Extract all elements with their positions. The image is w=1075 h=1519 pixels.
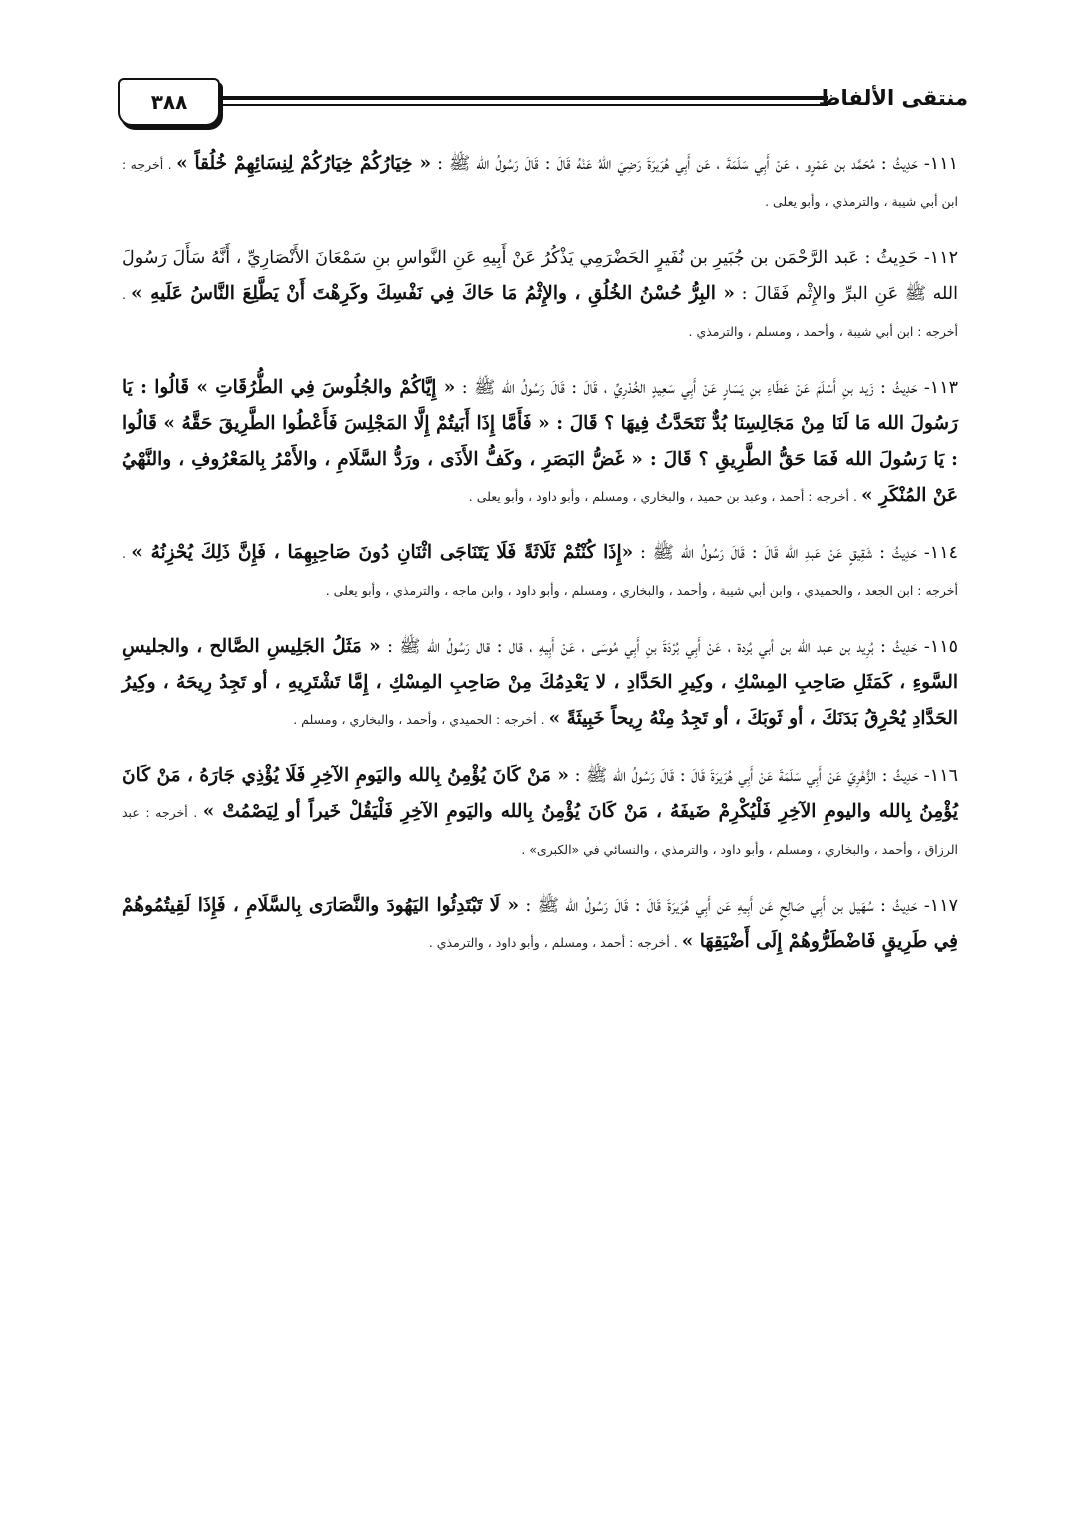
hadith-matn: « خِيَارُكُمْ خِيَارُكُمْ لِنِسَائِهِمْ خُلُقاً » (176, 153, 432, 174)
hadith-takhrij: . أخرجه : أحمد ، وعبد بن حميد ، والبخاري ، ومسلم ، وأبو داود ، وأبو يعلى . (468, 489, 861, 504)
hadith-isnad: حَدِيثُ : شَقِيقٍ عَنْ عَبدِ الله قَالَ : قَالَ رَسُولُ الله ﷺ : (633, 543, 924, 563)
hadith-matn: « البِرُّ حُسْنُ الخُلُقِ ، والإِثْمُ مَا حَاكَ فِي نَفْسِكَ وكَرِهْتَ أَنْ يَطَّلِعَ النَّاسُ عَلَيهِ » (131, 283, 735, 304)
hadith-number: ١١١- (923, 154, 958, 174)
header-rule (222, 96, 828, 104)
hadith-matn: «إِذَا كُنْتُمْ ثَلَاثَةً فَلَا يَتَنَاجَى اثْنَانِ دُونَ صَاحِبِهِمَا ، فَإِنَّ ذَلِكَ يُحْزِنُهُ » (131, 542, 634, 563)
hadith-takhrij: . أخرجه : ابن الجعد ، والحميدي ، وابن أبي شيبة ، وأحمد ، والبخاري ، ومسلم ، وأبو داود ، وابن ماجه ، والترمذي ، وأبو يعلى . (122, 546, 958, 598)
hadith-isnad: حَدِيثُ : مُحَمَّد بن عَمْرٍو ، عَنْ أَبِي سَلَمَةَ ، عَن أَبِي هُرَيرَةَ رَضِيَ اللهُ عَنْهُ قَالَ : قَالَ رَسُولُ الله ﷺ : (431, 154, 924, 174)
hadith-number: ١١٤- (923, 543, 958, 563)
hadith-number: ١١٥- (923, 637, 959, 657)
hadith-takhrij: . أخرجه : أحمد ، ومسلم ، وأبو داود ، والترمذي . (428, 935, 682, 950)
hadith-takhrij: . أخرجه : عبد الرزاق ، وأحمد ، والبخاري ، ومسلم ، وأبو داود ، والترمذي ، والنسائي في «الكبرى» . (122, 805, 958, 857)
hadith-116 (122, 758, 958, 868)
page-header (118, 78, 968, 130)
hadith-number: ١١٧- (923, 896, 958, 916)
hadith-takhrij: . أخرجه : الحميدي ، وأحمد ، والبخاري ، ومسلم . (293, 712, 549, 727)
page-number: ٣٨٨ (118, 78, 220, 126)
hadith-115 (122, 629, 958, 738)
hadith-114 (122, 535, 958, 609)
hadith-112 (122, 240, 958, 350)
hadith-matn: « لَا تَبْتَدِئُوا اليَهُودَ والنَّصَارَى بِالسَّلَامِ ، فَإِذَا لَقِيتُمُوهُمْ فِي طَرِيقٍ فَاضْطَرُّوهُمْ إِلَى أَضْيَقِهَا » (122, 895, 958, 952)
hadith-matn: « مَثَلُ الجَلِيسِ الصَّالح ، والجليسِ السَّوءِ ، كَمَثَلِ صَاحِبِ المِسْكِ ، وكِيرِ الحَدَّادِ ، لا يَعْدِمُكَ مِنْ صَاحِبِ المِسْكِ ، إِمَّا تَشْتَرِيهِ ، أو تَجِدُ رِيحَهُ ، وكِيرُ الحَدَّادِ يُحْرِقُ بَدَنَكَ ، أو ثَوبَكَ ، أو تَجِدُ مِنْهُ رِيحاً خَبِيثَةً » (122, 636, 958, 729)
hadith-111 (122, 146, 958, 220)
hadith-isnad: حَدِيثُ : زَيد بنِ أَسْلَمَ عَنْ عَطَاءِ بنِ يَسَارٍ عَنْ أَبِي سَعِيدٍ الخُدْرِيِّ ، قَالَ : قَالَ رَسُولُ الله ﷺ : (455, 378, 924, 398)
book-title: منتقى الألفاظ (818, 86, 968, 110)
hadith-number: ١١٣- (923, 378, 958, 398)
hadith-matn: « مَنْ كَانَ يُؤْمِنُ بِالله واليَومِ الآخِرِ فَلَا يُؤْذِي جَارَهُ ، مَنْ كَانَ يُؤْمِنُ بِالله واليومِ الآخِرِ فَلْيُكْرِمْ ضَيفَهُ ، مَنْ كَانَ يُؤْمِنُ بِالله واليَومِ الآخِرِ فَلْيَقُلْ خَيراً أو لِيَصْمُتْ » (122, 765, 958, 822)
hadith-takhrij: . أخرجه : ابن أبي شيبة ، وأحمد ، ومسلم ، والترمذي . (122, 287, 958, 339)
hadith-113 (122, 370, 958, 515)
hadith-matn: « إِيَّاكُمْ والجُلُوسَ فِي الطُّرُقَاتِ » قَالُوا : يَا رَسُولَ الله مَا لَنَا مِنْ مَجَالِسِنَا بُدٌّ نَتَحَدَّثُ فِيهَا ؟ قَالَ : « فَأَمَّا إِذَا أَبَيتُمْ إِلَّا المَجْلِسَ فَأَعْطُوا الطَّرِيقَ حَقَّهُ » قَالُوا : يَا رَسُولَ الله فَمَا حَقُّ الطَّرِيقِ ؟ قَالَ : « غَضُّ البَصَرِ ، وكَفُّ الأَذَى ، ورَدُّ السَّلَامِ ، والأَمْرُ بِالمَعْرُوفِ ، والنَّهْيُ عَنْ المُنْكَرِ » (122, 377, 958, 506)
hadith-number: ١١٦- (923, 766, 958, 786)
hadith-list (122, 146, 958, 981)
hadith-isnad: حَدِيثُ : بُرِيد بن عبد الله بن أبي بُردة ، عَنْ أَبِي بُرْدَةَ بنِ أَبِي مُوسَى ، عَنْ أَبِيهِ ، قال : قال رَسُولُ الله ﷺ : (380, 637, 924, 657)
hadith-takhrij: . أخرجه : ابن أبي شيبة ، والترمذي ، وأبو يعلى . (122, 157, 958, 209)
hadith-isnad: حَدِيثُ : سُهَيل بن أَبِي صَالِحٍ عَن أَبِيهِ عَن أَبِي هُرَيرَةَ قَالَ : قَالَ رَسُولُ الله ﷺ : (519, 896, 924, 916)
hadith-isnad: حَدِيثُ : عَبد الرَّحْمَن بن جُبَيرِ بن نُفَيرٍ الحَضْرَمِي يَذْكُرُ عَنْ أَبِيهِ عَنِ النَّواسِ بنِ سَمْعَانَ الأَنْصَارِيِّ ، أَنَّهُ سَأَلَ رَسُولَ الله ﷺ عَنِ البرِّ والإِثْم فَقَالَ : (122, 248, 958, 304)
hadith-117 (122, 888, 958, 961)
hadith-number: ١١٢- (923, 248, 958, 268)
hadith-isnad: حَدِيثُ : الزُّهْرِيّ عَنْ أَبِي سَلَمَةَ عَنْ أَبِي هُرَيرَةَ قَالَ : قَالَ رَسُولُ الله ﷺ : (568, 766, 924, 786)
